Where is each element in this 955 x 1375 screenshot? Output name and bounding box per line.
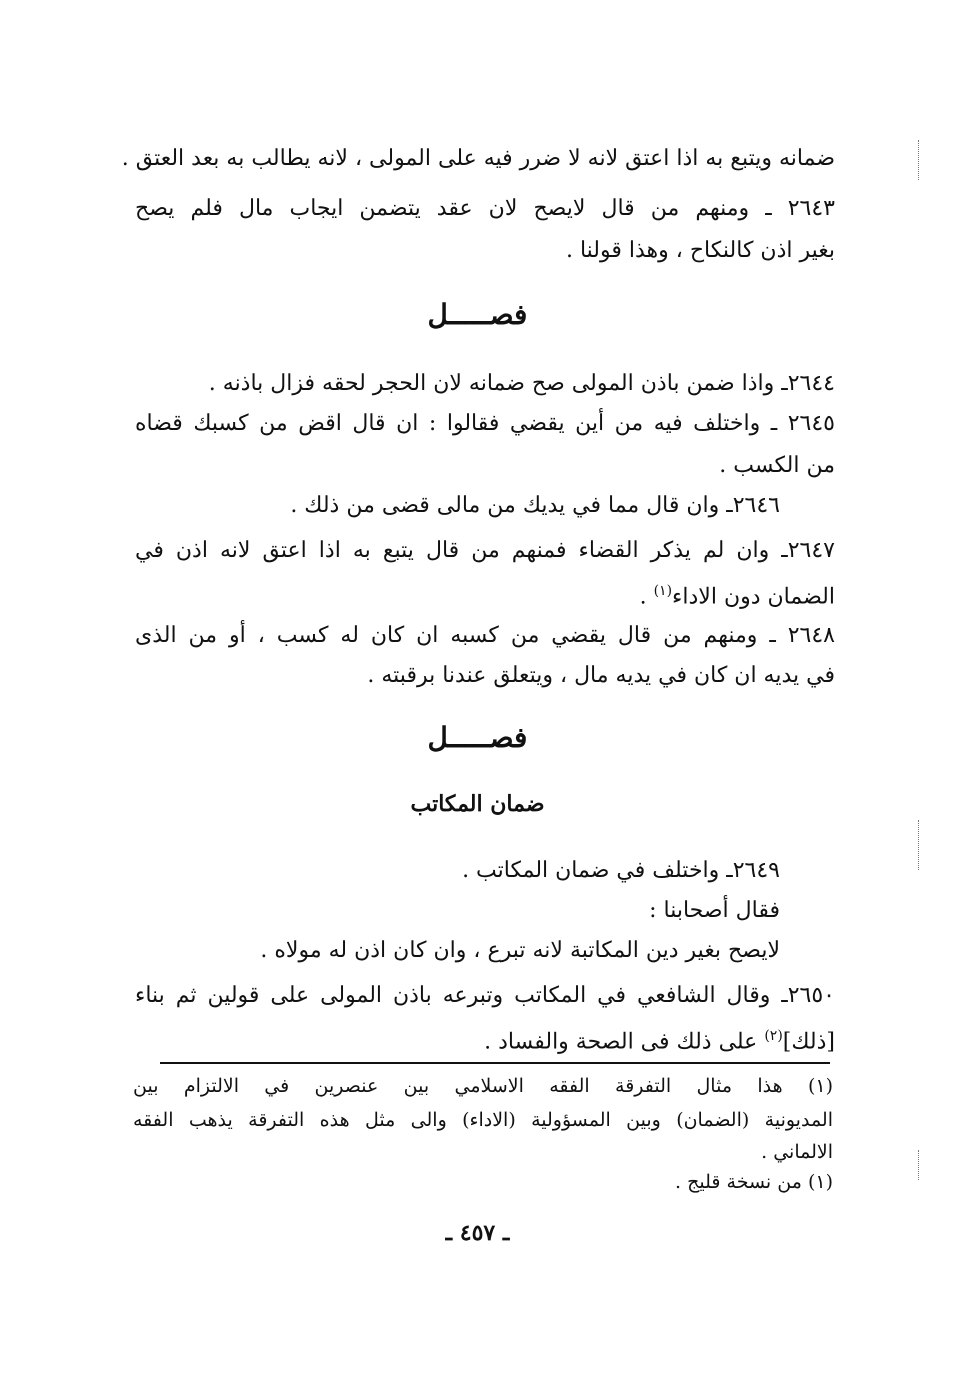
text-line-13: فقال أصحابنا : [649,898,780,923]
text-line-9 [135,575,835,613]
text-line-8: ٢٦٤٧ـ وان لم يذكر القضاء فمنهم من قال يتبع به اذا اعتق لانه اذن في [135,538,835,563]
subsection-heading: ضمان المكاتب [410,791,545,817]
footnote-separator [160,1062,830,1064]
margin-mark-middle [918,820,919,870]
footnote-line-1: (١) هذا مثال التفرقة الفقه الاسلامي بين عنصرين في الالتزام بين [133,1075,833,1097]
text-line-9-end: . [639,584,654,610]
text-line-12: ٢٦٤٩ـ واختلف في ضمان المكاتب . [462,858,780,883]
text-line-11: في يديه ان كان في يديه مال ، ويتعلق عندنا برقبته . [367,663,835,688]
margin-mark-top [918,140,919,180]
footnote-line-4: (١) من نسخة قليج . [675,1171,833,1193]
text-line-16-end: على ذلك فى الصحة والفساد . [484,1029,765,1055]
text-line-15: ٢٦٥٠ـ وقال الشافعي في المكاتب وتبرعه باذن المولى على قولين ثم بناء [135,983,835,1008]
footnote-ref-1: (١) [653,583,673,599]
text-line-5: ٢٦٤٥ ـ واختلف فيه من أين يقضي فقالوا : ان قال اقض من كسبك قضاه [135,411,835,436]
text-line-10: ٢٦٤٨ ـ ومنهم من قال يقضي من كسبه ان كان له كسب ، أو من الذى [135,623,835,648]
section-heading-1: فصـــــل [427,298,528,331]
text-line-7: ٢٦٤٦ـ وان قال مما في يديك من مالى قضى من ذلك . [290,493,780,518]
footnote-line-3: الالماني . [761,1141,833,1163]
text-line-4: ٢٦٤٤ـ واذا ضمن باذن المولى صح ضمانه لان الحجر لحقه فزال باذنه . [208,371,835,396]
text-line-14: لايصح بغير دين المكاتبة لانه تبرع ، وان كان اذن له مولاه . [260,938,780,963]
text-line-9-main: الضمان دون الاداء [672,584,835,610]
text-line-6: من الكسب . [719,453,835,478]
text-line-1: ضمانه ويتبع به اذا اعتق لانه لا ضرر فيه على المولى ، لانه يطالب به بعد العتق . [121,146,835,171]
section-heading-2: فصـــــل [427,721,528,754]
page-number: ـ ٤٥٧ ـ [445,1220,510,1246]
margin-mark-bottom [918,1150,919,1180]
footnote-ref-2: (٢) [764,1028,783,1044]
footnote-line-2: المديونية (الضمان) وبين المسؤولية (الاداء) والى مثل هذه التفرقة يذهب الفقه [133,1109,833,1131]
text-line-3: بغير اذن كالنكاح ، وهذا قولنا . [565,238,835,263]
text-line-16 [135,1020,835,1058]
text-line-2: ٢٦٤٣ ـ ومنهم من قال لايصح لان عقد يتضمن ايجاب مال فلم يصح [135,196,835,221]
text-line-16-bracket: [ذلك] [782,1029,835,1055]
